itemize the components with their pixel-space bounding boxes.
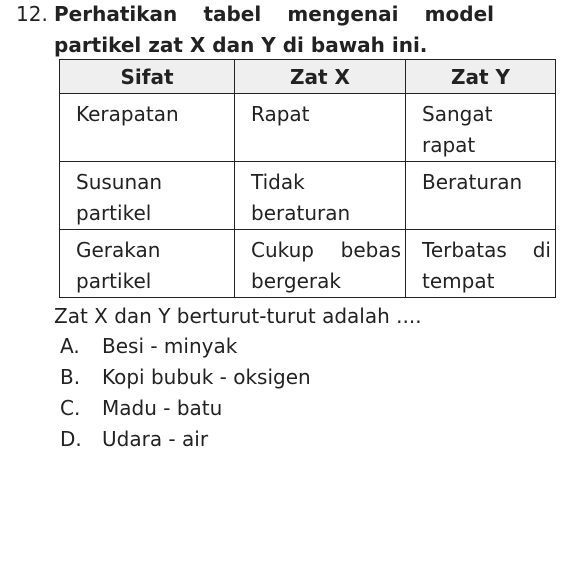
option-d[interactable] [60,426,311,457]
table-cell: Beraturan [406,162,556,230]
question-text-line-2: partikel zat X dan Y di bawah ini. [54,33,428,57]
header-zat-y: Zat Y [406,60,556,94]
table-cell: Kerapatan [60,94,235,162]
table-cell: Terbatas di tempat [406,230,556,298]
properties-table [59,59,556,298]
option-letter: C. [60,396,81,420]
option-text: Besi - minyak [102,334,238,358]
question-text-line-1 [54,2,494,26]
table-cell: Gerakan partikel [60,230,235,298]
question-word: model [424,2,494,26]
question-word: Perhatikan [54,2,178,26]
question-stem: Zat X dan Y berturut-turut adalah .... [54,304,422,328]
header-sifat: Sifat [60,60,235,94]
table-cell: Susunan partikel [60,162,235,230]
option-b[interactable] [60,364,311,395]
table-cell: Sangat rapat [406,94,556,162]
option-text: Kopi bubuk - oksigen [102,365,311,389]
table-cell: Rapat [235,94,406,162]
option-text: Udara - air [102,427,209,451]
table-row [60,94,556,162]
option-a[interactable] [60,333,311,364]
question-word: mengenai [287,2,399,26]
answer-options [60,333,311,457]
table-header-row [60,60,556,94]
option-text: Madu - batu [102,396,223,420]
table-row [60,230,556,298]
option-letter: B. [60,365,81,389]
option-letter: D. [60,427,82,451]
table-row [60,162,556,230]
table-cell: Tidak beraturan [235,162,406,230]
table-cell: Cukup bebas bergerak [235,230,406,298]
header-zat-x: Zat X [235,60,406,94]
question-word: tabel [203,2,262,26]
option-c[interactable] [60,395,311,426]
question-number: 12. [16,2,48,26]
option-letter: A. [60,334,80,358]
